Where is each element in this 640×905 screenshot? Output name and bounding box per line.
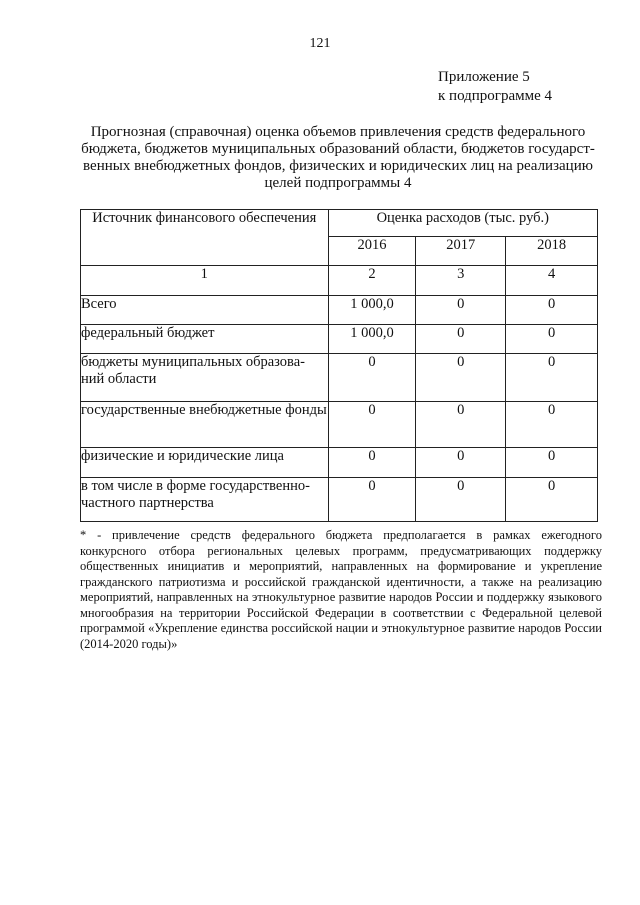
row-label: государственные внебюджетные фонды <box>81 402 329 448</box>
row-value: 1 000,0 <box>328 325 416 354</box>
row-value: 0 <box>506 325 598 354</box>
row-value: 0 <box>328 354 416 402</box>
table-header-row <box>81 210 598 237</box>
column-number: 3 <box>416 266 506 296</box>
table-column-numbers-row <box>81 266 598 296</box>
table-row <box>81 448 598 478</box>
column-number: 4 <box>506 266 598 296</box>
header-estimate: Оценка расходов (тыс. руб.) <box>328 210 597 237</box>
row-value: 1 000,0 <box>328 296 416 325</box>
row-label: в том числе в форме государственно-частного партнерства <box>81 478 329 522</box>
row-value: 0 <box>328 478 416 522</box>
header-year: 2017 <box>416 237 506 266</box>
row-value: 0 <box>416 478 506 522</box>
header-source: Источник финансового обеспечения <box>81 210 329 266</box>
row-value: 0 <box>506 354 598 402</box>
row-value: 0 <box>506 448 598 478</box>
budget-table <box>80 209 598 522</box>
appendix-line-1: Приложение 5 <box>438 69 530 85</box>
row-label: федеральный бюджет <box>81 325 329 354</box>
header-year: 2018 <box>506 237 598 266</box>
row-value: 0 <box>416 402 506 448</box>
row-value: 0 <box>416 354 506 402</box>
row-value: 0 <box>506 478 598 522</box>
document-title: Прогнозная (справочная) оценка объемов привлечения средств федерального бюджета, бюджетов муниципальных образований области, бюджетов государст-венных внебюджетных фондов, физических и юридических лиц на реализацию целей подпрограммы 4 <box>81 124 595 191</box>
appendix-line-2: к подпрограмме 4 <box>438 88 552 104</box>
table-row <box>81 325 598 354</box>
row-value: 0 <box>416 325 506 354</box>
row-value: 0 <box>416 296 506 325</box>
row-label: бюджеты муниципальных образова-ний области <box>81 354 329 402</box>
table-row <box>81 354 598 402</box>
row-value: 0 <box>506 296 598 325</box>
column-number: 2 <box>328 266 416 296</box>
table-row <box>81 402 598 448</box>
row-value: 0 <box>506 402 598 448</box>
column-number: 1 <box>81 266 329 296</box>
table-row <box>81 296 598 325</box>
page-number: 121 <box>309 36 331 51</box>
row-label: Всего <box>81 296 329 325</box>
table-row <box>81 478 598 522</box>
appendix-label <box>438 68 552 106</box>
footnote: * - привлечение средств федерального бюджета предполагается в рамках ежегодного конкурсного отбора региональных целевых программ, предусматривающих поддержку общественных инициатив и мероприятий, направленных на формирование и укрепление гражданского патриотизма и российской гражданской идентичности, а также на реализацию мероприятий, направленных на этнокультурное развитие народов России и поддержку языкового многообразия на территории Российской Федерации в соответствии с Федеральной целевой программой «Укрепление единства российской нации и этнокультурное развитие народов России (2014-2020 годы)» <box>80 528 602 651</box>
row-value: 0 <box>416 448 506 478</box>
row-value: 0 <box>328 448 416 478</box>
header-year: 2016 <box>328 237 416 266</box>
row-label: физические и юридические лица <box>81 448 329 478</box>
row-value: 0 <box>328 402 416 448</box>
